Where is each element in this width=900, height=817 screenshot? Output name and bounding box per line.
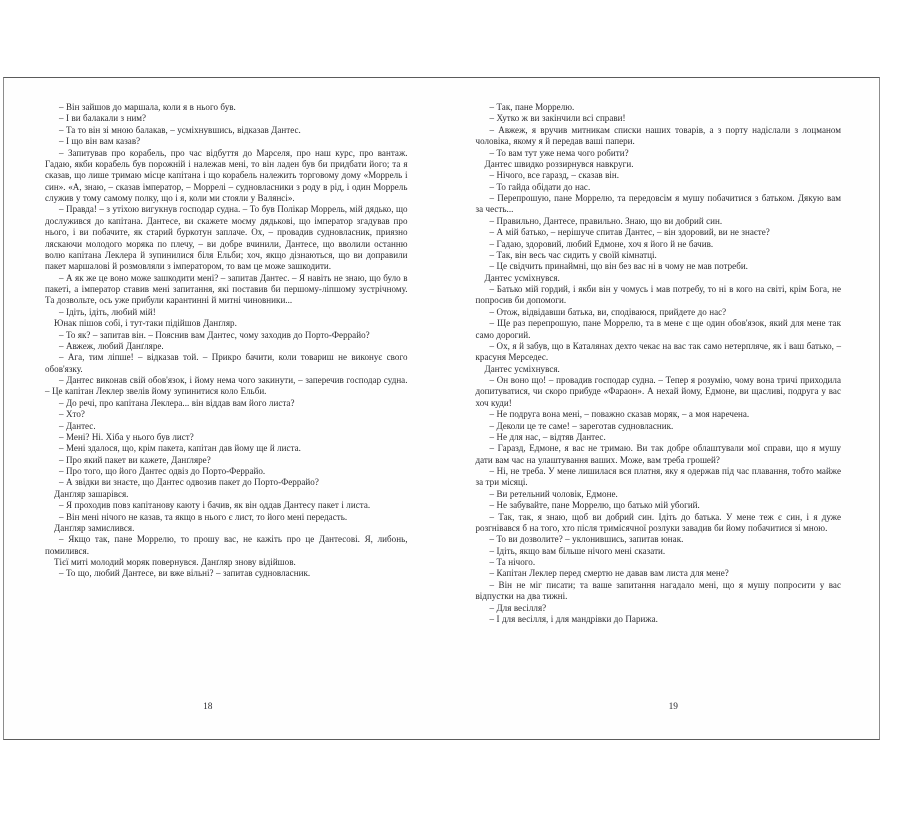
paragraph: – Про того, що його Дантес одвіз до Порто-Феррайо.	[59, 466, 266, 476]
paragraph: – І що він вам казав?	[59, 136, 141, 147]
paragraph: – Для весілля?	[489, 602, 547, 613]
page-text-right	[476, 102, 842, 625]
paragraph: Юнак пішов собі, і тут-таки підійшов Данґляр.	[54, 318, 237, 329]
paragraph: – Якщо так, пане Моррелю, то прошу вас, не кажіть про це Дантесові. Я, либонь, помилився.	[45, 534, 408, 556]
paragraph: – Я проходив повз капітанову каюту і бачив, як він оддав Дантесу пакет і листа.	[59, 500, 371, 511]
paragraph: Тієї миті молодий моряк повернувся. Данґляр знову відійшов.	[54, 557, 296, 567]
paragraph: – Дантес.	[59, 420, 96, 431]
paragraph: – Він мені нічого не казав, та якщо в нього є лист, то його мені передасть.	[59, 511, 348, 522]
paragraph: – Ідіть, якщо вам більше нічого мені сказати.	[489, 545, 666, 556]
paragraph: – Батько мій гордий, і якби він у чомусь і мав потребу, то ні в кого на світі, крім Бога, не попросив би допомоги.	[475, 284, 841, 306]
paragraph: – Ви ретельний чоловік, Едмоне.	[489, 488, 618, 499]
paragraph: – То що, любий Дантесе, ви вже вільні? – запитав судновласник.	[59, 568, 311, 579]
paragraph: – Перепрошую, пане Моррелю, та передовсім я мушу побачитися з батьком. Дякую вам за честь...	[475, 193, 841, 215]
paragraph: – Правда! – з утіхою вигукнув господар судна. – То був Полікар Моррель, мій дядько, що дослужився до капітана. Дантесе, ви скажете моєму дядькові, що імператор згадував про нього, і ви побачите, як старий буркотун заплаче. Ох, – провадив судновласник, приязно ляскаючи молодого моряка по плечу, – ви добре вчинили, Дантесе, що вволили останню волю капітана Леклера й зупинилися біля Ельби; хоч, якщо дізнаються, що ви доправили пакет маршалові й розмовляли з імператором, то вам це може зашкодити.	[45, 204, 408, 272]
paragraph: – Ох, я й забув, що в Каталянах дехто чекає на вас так само нетерпляче, як і ваш батько, – красуня Мерседес.	[475, 340, 841, 363]
paragraph: – Та то він зі мною балакав, – усміхнувшись, відказав Дантес.	[59, 124, 301, 135]
paragraph: – Нічого, все гаразд, – сказав він.	[489, 170, 620, 181]
paragraph: – Правильно, Дантесе, правильно. Знаю, що ви добрий син.	[489, 215, 723, 226]
paragraph: – Гаразд, Едмоне, я вас не тримаю. Ви так добре облаштували мої справи, що я мушу дати вам час на улаштування ваших. Може, вам треба грошей?	[475, 443, 841, 465]
book-page-right	[442, 78, 880, 739]
paragraph: – Деколи це те саме! – зареготав судновласник.	[489, 420, 674, 431]
paragraph: – Дантес виконав свій обов'язок, і йому нема чого закинути, – заперечив господар судна. – Це капітан Леклер звелів йому зупинитися коло Ельби.	[45, 375, 408, 397]
paragraph: – Запитував про корабель, про час відбуття до Марселя, про наш курс, про вантаж. Гадаю, якби корабель був порожній і належав мені, то він ладен був би придбати його; та я сказав, що лише тримаю місце капітана і що корабель належить торговому дому «Моррель і син». «А, знаю, – сказав імператор, – Моррелі – судновласники з роду в рід, і один Моррель служив у тому самому полку, що і я, коли ми стояли у Валянсі».	[45, 147, 408, 203]
paragraph: – І ви балакали з ним?	[59, 113, 147, 124]
paragraph: Дантес швидко роззирнувся навкруги.	[484, 158, 634, 169]
paragraph: – Не для нас, – відтяв Дантес.	[489, 431, 606, 442]
paragraph: – Він не міг писати; та ваше запитання нагадало мені, що я мушу попросити у вас відпустки на два тижні.	[475, 579, 841, 602]
paragraph: – То як? – запитав він. – Пояснив вам Дантес, чому заходив до Порто-Феррайо?	[59, 329, 370, 340]
paragraph: – Ідіть, ідіть, любий мій!	[59, 306, 156, 317]
paragraph: Данґляр зашарівся.	[54, 488, 129, 499]
paragraph: – Он воно що! – провадив господар судна. – Тепер я розумію, чому вона тричі приходила допитуватися, чи скоро прибуде «Фараон». А нехай йому, Едмоне, ви щасливі, подруга у вас хоч куди!	[475, 375, 841, 408]
paragraph: – То вам тут уже нема чого робити?	[489, 147, 629, 158]
paragraph: – Авжеж, я вручив митникам списки наших товарів, а з порту надіслали з лоцманом чоловіка, якому я й передав ваші папери.	[475, 124, 841, 147]
paragraph: – То гайда обідати до нас.	[489, 181, 591, 192]
paragraph: – І для весілля, і для мандрівки до Парижа.	[489, 613, 658, 624]
paragraph: – Та нічого.	[489, 557, 536, 567]
paragraph: – Ще раз перепрошую, пане Моррелю, та в мене є ще один обов'язок, який для мене так само дорогий.	[475, 318, 841, 340]
page-number-left: 18	[203, 702, 213, 712]
paragraph: – Авжеж, любий Данґляре.	[59, 340, 164, 351]
paragraph: – Хто?	[59, 409, 85, 420]
paragraph: – А мій батько, – нерішуче спитав Дантес, – він здоровий, ви не знаєте?	[489, 227, 770, 238]
paragraph: – Мені здалося, що, крім пакета, капітан дав йому ще й листа.	[59, 443, 301, 454]
page-number-right: 19	[668, 702, 678, 712]
paragraph: – Так, пане Моррелю.	[489, 102, 575, 112]
paragraph: – Капітан Леклер перед смертю не давав вам листа для мене?	[489, 568, 729, 579]
paragraph: Данґляр замислився.	[54, 522, 135, 533]
paragraph: – Ні, не треба. У мене лишилася вся платня, яку я одержав під час плавання, тобто майже за три місяці.	[475, 466, 841, 488]
paragraph: – Хутко ж ви закінчили всі справи!	[489, 113, 626, 124]
paragraph: – Не подруга вона мені, – поважно сказав моряк, – а моя наречена.	[489, 409, 750, 420]
paragraph: – А звідки ви знаєте, що Дантес одвозив пакет до Порто-Феррайо?	[59, 477, 319, 488]
paragraph: Дантес усміхнувся.	[484, 272, 560, 283]
paragraph: – Так, він весь час сидить у своїй кімнатці.	[489, 249, 657, 260]
paragraph: – Це свідчить принаймні, що він без вас ні в чому не мав потреби.	[489, 261, 748, 272]
paragraph: – Гадаю, здоровий, любий Едмоне, хоч я його й не бачив.	[489, 238, 714, 249]
paragraph: – А як же це воно може зашкодити мені? – запитав Дантес. – Я навіть не знаю, що було в пакеті, а імператор ставив мені запитання, які поставив би першому-ліпшому зустрічному. Та дозвольте, ось уже прибули карантинні й митні чиновники...	[45, 272, 408, 306]
paragraph: – Отож, відвідавши батька, ви, сподіваюся, прийдете до нас?	[489, 306, 727, 317]
paragraph: – Так, так, я знаю, щоб ви добрий син. Ідіть до батька. У мене теж є син, і я дуже розгнівався б на того, хто після тримісячної розлуки завадив би йому побачитися зі мною.	[475, 511, 841, 533]
paragraph: – Мені? Ні. Хіба у нього був лист?	[59, 431, 194, 442]
paragraph: – До речі, про капітана Леклера... він віддав вам його листа?	[59, 397, 295, 408]
page-text-left	[45, 102, 408, 580]
book-page-spread	[3, 77, 880, 740]
paragraph: Дантес усміхнувся.	[484, 363, 560, 374]
paragraph: – То ви дозволите? – уклонившись, запитав юнак.	[489, 534, 684, 545]
book-page-left	[4, 78, 442, 739]
paragraph: – Не забувайте, пане Моррелю, що батько мій убогий.	[489, 500, 700, 511]
paragraph: – Він зайшов до маршала, коли я в нього був.	[59, 102, 236, 112]
paragraph: – Ага, тим ліпше! – відказав той. – Прикро бачити, коли товариш не виконує свого обов'язку.	[45, 352, 408, 374]
paragraph: – Про який пакет ви кажете, Данґляре?	[59, 454, 211, 465]
